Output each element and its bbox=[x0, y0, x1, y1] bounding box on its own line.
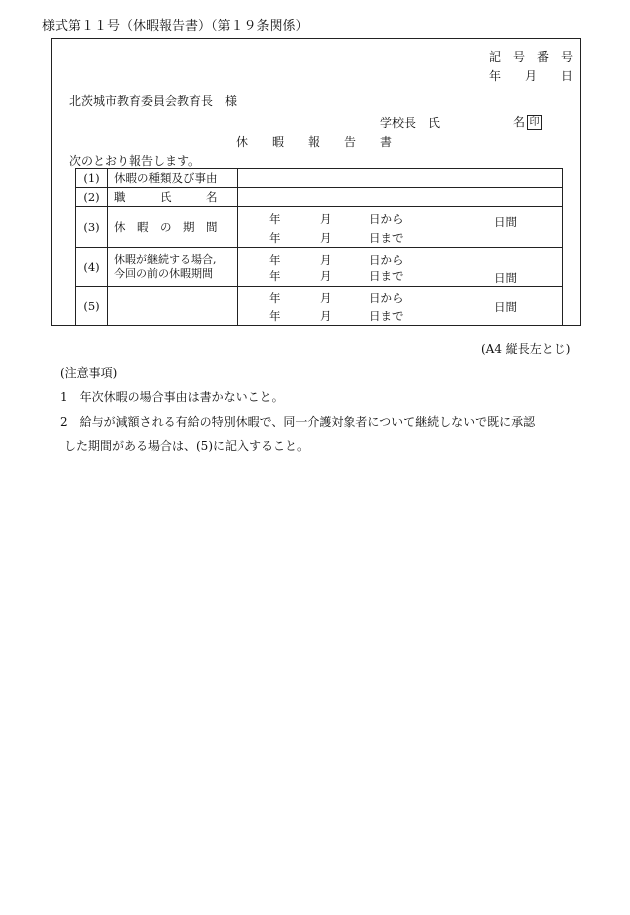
seal-stamp: 印 bbox=[527, 115, 542, 130]
days-label: 日間 bbox=[494, 271, 517, 285]
name-label: 名 bbox=[513, 115, 526, 129]
until-label: 日まで bbox=[369, 231, 404, 245]
year-label: 年 bbox=[269, 291, 281, 305]
days-label: 日間 bbox=[494, 300, 517, 314]
month-label: 月 bbox=[320, 309, 332, 323]
from-label: 日から bbox=[369, 253, 404, 267]
year-label: 年 bbox=[269, 269, 281, 283]
note-number: 1 bbox=[60, 390, 68, 404]
until-label: 日まで bbox=[369, 269, 404, 283]
month-label: 月 bbox=[320, 253, 332, 267]
document-title: 休 暇 報 告 書 bbox=[236, 135, 393, 149]
month-label: 月 bbox=[320, 291, 332, 305]
table-row bbox=[76, 248, 563, 287]
blank-period-cell[interactable] bbox=[238, 287, 563, 326]
row-number: (1) bbox=[76, 169, 108, 188]
table-row bbox=[76, 207, 563, 248]
from-label: 日から bbox=[369, 212, 404, 226]
date-label: 年 月 日 bbox=[489, 69, 574, 83]
year-label: 年 bbox=[269, 309, 281, 323]
intro-text: 次のとおり報告します。 bbox=[69, 154, 201, 168]
principal-label: 学校長 氏 bbox=[380, 116, 441, 130]
month-label: 月 bbox=[320, 269, 332, 283]
note-2-continued: した期間がある場合は、(5)に記入すること。 bbox=[64, 439, 309, 453]
month-label: 月 bbox=[320, 212, 332, 226]
notes-heading: (注意事項) bbox=[60, 366, 118, 380]
row-number: (5) bbox=[76, 287, 108, 326]
row-label-leave-period: 休 暇 の 期 間 bbox=[108, 207, 238, 248]
row-number: (4) bbox=[76, 248, 108, 287]
table-row bbox=[76, 169, 563, 188]
table-row bbox=[76, 188, 563, 207]
table-row bbox=[76, 287, 563, 326]
month-label: 月 bbox=[320, 231, 332, 245]
row-label-line: 休暇が継続する場合, bbox=[114, 253, 217, 266]
note-text: 給与が減額される有給の特別休暇で、同一介護対象者について継続しないで既に承認 bbox=[79, 415, 536, 429]
row-label-blank[interactable] bbox=[108, 287, 238, 326]
row-label-previous-period bbox=[108, 248, 238, 287]
year-label: 年 bbox=[269, 253, 281, 267]
note-text: 年次休暇の場合事由は書かないこと。 bbox=[79, 390, 284, 404]
row-number: (2) bbox=[76, 188, 108, 207]
from-label: 日から bbox=[369, 291, 404, 305]
paper-format-note: (A4 縦長左とじ) bbox=[481, 342, 571, 356]
row-label-position-name: 職 氏 名 bbox=[108, 188, 238, 207]
year-label: 年 bbox=[269, 212, 281, 226]
until-label: 日まで bbox=[369, 309, 404, 323]
addressee: 北茨城市教育委員会教育長 様 bbox=[69, 94, 238, 108]
record-number-label: 記 号 番 号 bbox=[489, 50, 574, 64]
leave-table bbox=[75, 168, 563, 326]
leave-type-input[interactable] bbox=[238, 169, 563, 188]
note-number: 2 bbox=[60, 415, 68, 429]
position-name-input[interactable] bbox=[238, 188, 563, 207]
previous-period-cell[interactable] bbox=[238, 248, 563, 287]
days-label: 日間 bbox=[494, 215, 517, 229]
note-1 bbox=[60, 388, 284, 405]
row-number: (3) bbox=[76, 207, 108, 248]
form-title: 様式第１１号（休暇報告書）（第１９条関係） bbox=[42, 19, 309, 34]
leave-period-cell[interactable] bbox=[238, 207, 563, 248]
year-label: 年 bbox=[269, 231, 281, 245]
row-label-leave-type: 休暇の種類及び事由 bbox=[108, 169, 238, 188]
note-2 bbox=[60, 413, 535, 430]
name-seal-area bbox=[513, 113, 542, 130]
row-label-line: 今回の前の休暇期間 bbox=[114, 267, 213, 280]
